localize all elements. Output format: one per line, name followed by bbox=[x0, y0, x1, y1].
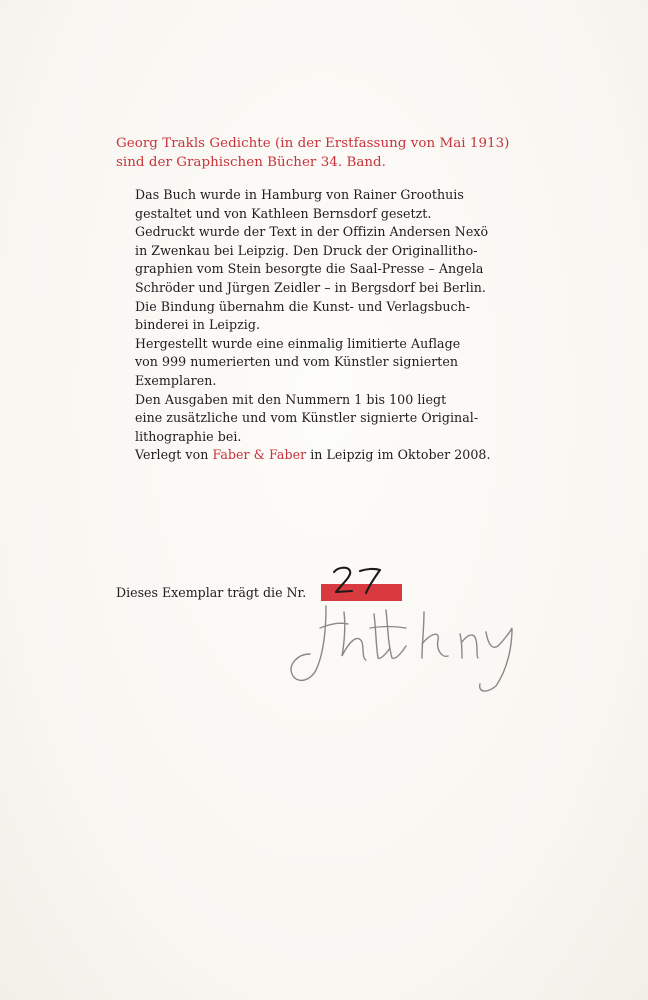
publisher-suffix: in Leipzig im Oktober 2008. bbox=[306, 447, 491, 463]
colophon-line: binderei in Leipzig. bbox=[135, 317, 260, 333]
colophon-line: gestaltet und von Kathleen Bernsdorf gesetzt. bbox=[135, 205, 432, 221]
heading-line-1: Georg Trakls Gedichte (in der Erstfassung von Mai 1913) bbox=[116, 136, 510, 151]
colophon-line: von 999 numerierten und vom Künstler signierten bbox=[135, 354, 459, 370]
colophon-line: eine zusätzliche und vom Künstler signierte Original- bbox=[135, 410, 479, 426]
publisher-prefix: Verlegt von bbox=[135, 447, 213, 463]
colophon-line: Die Bindung übernahm die Kunst- und Verlagsbuch- bbox=[135, 298, 471, 314]
publisher-name: Faber & Faber bbox=[212, 447, 307, 463]
heading-line-2: sind der Graphischen Bücher 34. Band. bbox=[116, 155, 386, 170]
colophon-line: Exemplaren. bbox=[135, 372, 217, 388]
colophon-line: Gedruckt wurde der Text in der Offizin Andersen Nexö bbox=[135, 224, 489, 240]
colophon-line: Das Buch wurde in Hamburg von Rainer Groothuis bbox=[135, 187, 464, 202]
colophon-line: Schröder und Jürgen Zeidler – in Bergsdorf bei Berlin. bbox=[135, 279, 486, 295]
exemplar-label: Dieses Exemplar trägt die Nr. bbox=[116, 585, 307, 600]
handwritten-exemplar-number bbox=[328, 562, 398, 602]
colophon-line: Den Ausgaben mit den Nummern 1 bis 100 liegt bbox=[135, 391, 447, 407]
colophon-line: Hergestellt wurde eine einmalig limitierte Auflage bbox=[135, 335, 461, 351]
colophon-heading bbox=[116, 134, 536, 172]
artist-signature bbox=[286, 598, 526, 698]
colophon-text bbox=[135, 186, 535, 465]
colophon-line: in Zwenkau bei Leipzig. Den Druck der Originallitho- bbox=[135, 242, 478, 258]
publisher-line bbox=[135, 446, 535, 465]
colophon-line: graphien vom Stein besorgte die Saal-Presse – Angela bbox=[135, 261, 484, 277]
colophon-line: lithographie bei. bbox=[135, 428, 242, 444]
